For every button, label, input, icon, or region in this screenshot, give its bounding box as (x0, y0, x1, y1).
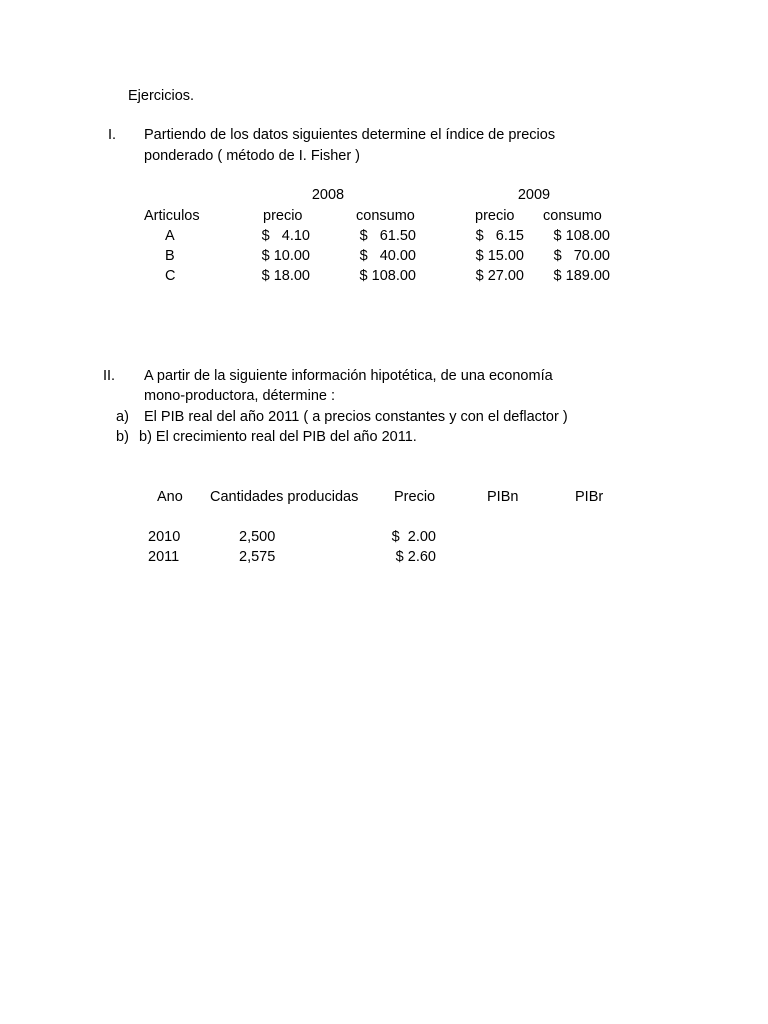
row-a-consumption-2008: $ 61.50 (359, 228, 416, 244)
col-pibn-header: PIBn (487, 489, 519, 505)
col-precio-2008-header: precio (263, 208, 303, 224)
row-2010-quantity: 2,500 (239, 529, 276, 545)
section1-text-line1: Partiendo de los datos siguientes determine el índice de precios (144, 127, 556, 143)
row-b-item: B (165, 248, 175, 264)
row-b-consumption-2009: $ 70.00 (553, 248, 610, 264)
col-precio-2009-header: precio (475, 208, 515, 224)
heading: Ejercicios. (128, 88, 195, 104)
section1-numeral: I. (108, 127, 117, 143)
row-b-price-2009: $ 15.00 (475, 248, 524, 264)
section2-text-line2: mono-productora, détermine : (144, 388, 336, 404)
row-2011-year: 2011 (148, 549, 180, 565)
row-a-price-2008: $ 4.10 (261, 228, 310, 244)
item-a-text: El PIB real del año 2011 ( a precios constantes y con el deflactor ) (144, 409, 568, 425)
section2-numeral: II. (103, 368, 116, 384)
row-2010-price: $ 2.00 (391, 529, 436, 545)
col-consumo-2008-header: consumo (356, 208, 415, 224)
col-cantidades-header: Cantidades producidas (210, 489, 359, 505)
row-a-price-2009: $ 6.15 (475, 228, 524, 244)
row-a-item: A (165, 228, 175, 244)
item-a-marker: a) (116, 409, 129, 425)
row-2010-year: 2010 (148, 529, 181, 545)
col-precio-header: Precio (394, 489, 436, 505)
section2-text-line1: A partir de la siguiente información hipotética, de una economía (144, 368, 553, 384)
row-b-price-2008: $ 10.00 (261, 248, 310, 264)
col-pibr-header: PIBr (575, 489, 604, 505)
row-c-consumption-2008: $ 108.00 (359, 268, 416, 284)
row-2011-price: $ 2.60 (395, 549, 436, 565)
row-c-item: C (165, 268, 176, 284)
row-b-consumption-2008: $ 40.00 (359, 248, 416, 264)
row-c-consumption-2009: $ 189.00 (553, 268, 610, 284)
row-a-consumption-2009: $ 108.00 (553, 228, 610, 244)
row-c-price-2008: $ 18.00 (261, 268, 310, 284)
col-ano-header: Ano (157, 489, 183, 505)
section1-text-line2: ponderado ( método de I. Fisher ) (144, 148, 361, 164)
item-b-text: b) El crecimiento real del PIB del año 2011. (139, 429, 417, 445)
year-2009-header: 2009 (517, 187, 551, 203)
col-articulos-header: Articulos (144, 208, 200, 224)
year-2008-header: 2008 (311, 187, 345, 203)
row-2011-quantity: 2,575 (239, 549, 276, 565)
item-b-marker: b) (116, 429, 129, 445)
col-consumo-2009-header: consumo (543, 208, 602, 224)
row-c-price-2009: $ 27.00 (475, 268, 524, 284)
